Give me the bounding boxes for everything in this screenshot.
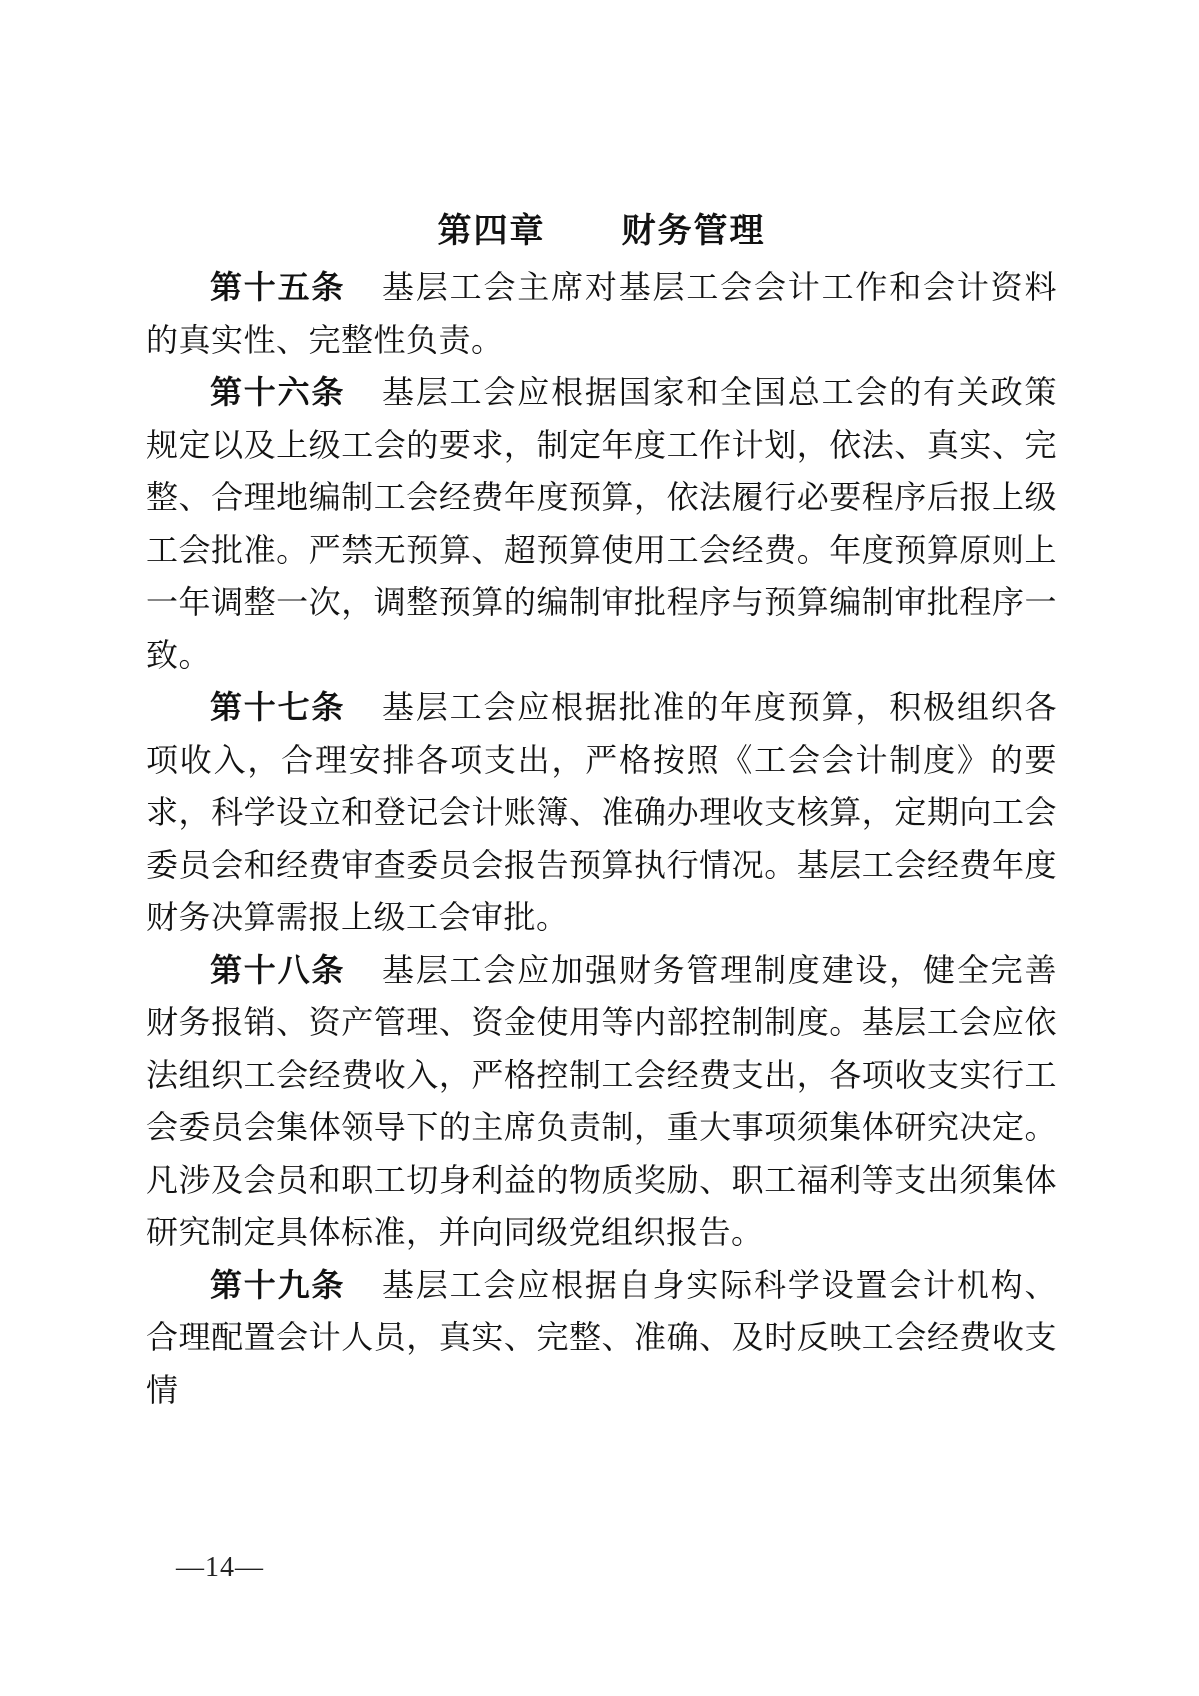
chapter-title [146, 203, 1057, 252]
article-number: 第十六条 [210, 374, 346, 410]
article-number: 第十七条 [210, 689, 346, 725]
article-paragraph [146, 366, 1057, 681]
article-text: 基层工会应根据自身实际科学设置会计机构、合理配置会计人员，真实、完整、准确、及时反映工会经费收支情 [146, 1266, 1057, 1408]
article-text: 基层工会主席对基层工会会计工作和会计资料的真实性、完整性负责。 [146, 269, 1057, 358]
chapter-name: 财务管理 [621, 212, 766, 250]
article-paragraph [146, 681, 1057, 944]
article-paragraph [146, 944, 1057, 1259]
document-body [146, 261, 1057, 1416]
article-paragraph [146, 1259, 1057, 1417]
chapter-number: 第四章 [437, 212, 546, 250]
page-footer [176, 1552, 264, 1584]
page-number: —14— [176, 1552, 264, 1583]
article-number: 第十五条 [210, 269, 346, 305]
article-paragraph [146, 261, 1057, 366]
article-number: 第十八条 [210, 951, 346, 988]
article-text: 基层工会应根据批准的年度预算，积极组织各项收入，合理安排各项支出，严格按照《工会会计制度》的要求，科学设立和登记会计账簿、准确办理收支核算，定期向工会委员会和经费审查委员会报告预算执行情况。基层工会经费年度财务决算需报上级工会审批。 [146, 689, 1057, 935]
article-text: 基层工会应根据国家和全国总工会的有关政策规定以及上级工会的要求，制定年度工作计划，依法、真实、完整、合理地编制工会经费年度预算，依法履行必要程序后报上级工会批准。严禁无预算、超预算使用工会经费。年度预算原则上一年调整一次，调整预算的编制审批程序与预算编制审批程序一致。 [146, 374, 1057, 673]
article-number: 第十九条 [210, 1266, 346, 1303]
article-text: 基层工会应加强财务管理制度建设，健全完善财务报销、资产管理、资金使用等内部控制制度。基层工会应依法组织工会经费收入，严格控制工会经费支出，各项收支实行工会委员会集体领导下的主席负责制，重大事项须集体研究决定。凡涉及会员和职工切身利益的物质奖励、职工福利等支出须集体研究制定具体标准，并向同级党组织报告。 [146, 951, 1057, 1250]
